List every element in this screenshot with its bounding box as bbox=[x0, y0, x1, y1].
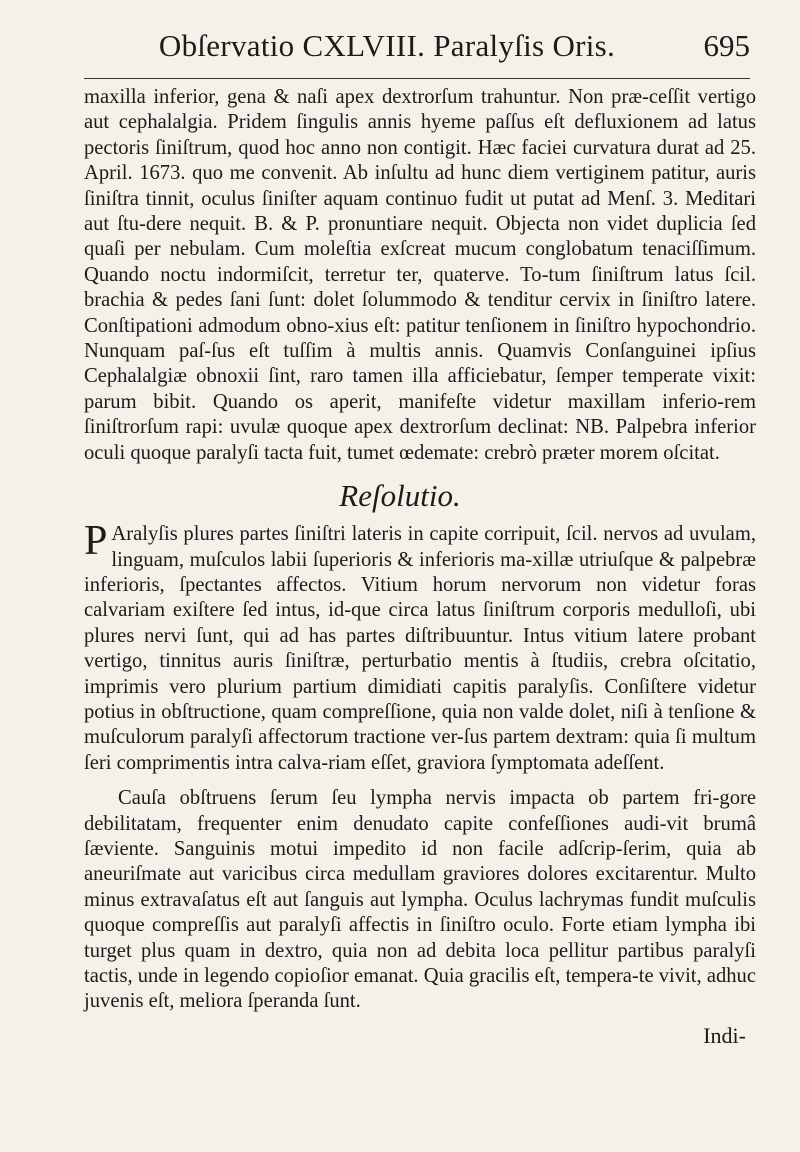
main-text bbox=[84, 85, 756, 1048]
page-header bbox=[84, 28, 750, 79]
resolutio-paragraph-2: Cauſa obſtruens ſerum ſeu lympha nervis impacta ob partem fri-gore debilitatam, frequenter enim denudato capite confeſſiones audi-vit brumâ ſæviente. Sanguinis motui impedito id non facile adſcrip-ſerim, quia ab aneuriſmate aut varicibus circa medullam graviores dolores excitarentur. Multo minus extravaſatus eſt aut ſanguis aut lympha. Oculus lachrymas fundit muſculis quoque compreſſis aut paralyſi affectis in ſiniſtro oculo. Forte etiam lympha ibi turget plus quam in dextro, quia non ad debita loca pellitur partibus paralyſi tactis, unde in legendo copioſior emanat. Quia gracilis eſt, tempera-te vivit, adhuc juvenis eſt, meliora ſperanda ſunt. bbox=[84, 787, 756, 1013]
section-heading-resolutio: Reſolutio. bbox=[339, 478, 461, 514]
resolutio-paragraph-1: PAralyſis plures partes ſiniſtri lateris in capite corripuit, ſcil. nervos ad uvulam, linguam, muſculos labii ſuperioris & inferioris ma-xillæ utriuſque & palpebræ inferioris, ſpectantes affectos. Vitium horum nervorum non videtur foras calvariam exiſtere ſed intus, id-que circa latus ſiniſtrum corporis medulloſi, ubi plures nervi ſunt, qui ad has partes diſtribuuntur. Intus vitium latere probant vertigo, tinnitus auris ſiniſtræ, perturbatio mentis à ſtudiis, crebra oſcitatio, imprimis vero plurium partium dimidiati capitis paralyſis. Conſiſtere videtur potius in obſtructione, quam compreſſione, quia non valde dolet, niſi à tenſione & muſculorum paralyſi affectorum tractione ver-ſus partem dextram: quia ſi multum ſeri comprimentis intra calva-riam eſſet, graviora ſymptomata adeſſent. bbox=[84, 518, 756, 774]
observation-paragraph: maxilla inferior, gena & naſi apex dextrorſum trahuntur. Non præ-ceſſit vertigo aut cephalalgia. Pridem ſingulis annis hyeme paſſus eſt defluxionem ad latus pectoris ſiniſtrum, quod hoc anno non contigit. Hæc faciei curvatura durat ad 25. April. 1673. quo me convenit. Ab inſultu ad hunc diem vertiginem patitur, auris ſiniſtra tinnit, oculus ſiniſter aquam continuo fudit ut putat ad Menſ. 3. Meditari aut ſtu-dere nequit. B. & P. pronuntiare nequit. Objecta non videt duplicia ſed quaſi per nebulam. Cum moleſtia exſcreat mucum conglobatum tenaciſſimum. Quando noctu indormiſcit, terretur ter, quaterve. To-tum ſiniſtrum latus ſcil. brachia & pedes ſani ſunt: dolet ſolummodo & tenditur cervix in ſiniſtro latere. Conſtipationi admodum obno-xius eſt: patitur tenſionem in ſiniſtro hypochondrio. Nunquam paſ-ſus eſt tuſſim à multis annis. Quamvis Conſanguinei ipſius Cephalalgiæ obnoxii ſint, raro tamen illa afficiebatur, ſemper temperate vixit: parum bibit. Quando os aperit, manifeſte videtur maxillam inferio-rem ſiniſtrorſum rapi: uvulæ quoque apex dextrorſum declinat: NB. Palpebra inferior oculi quoque paralyſi tacta fuit, tumet œdemate: crebrò præter morem oſcitat. bbox=[84, 86, 756, 464]
page-number: 695 bbox=[703, 28, 750, 63]
running-title: Obſervatio CXLVIII. Paralyſis Oris. bbox=[158, 28, 616, 63]
catchword: Indi- bbox=[703, 1022, 746, 1048]
